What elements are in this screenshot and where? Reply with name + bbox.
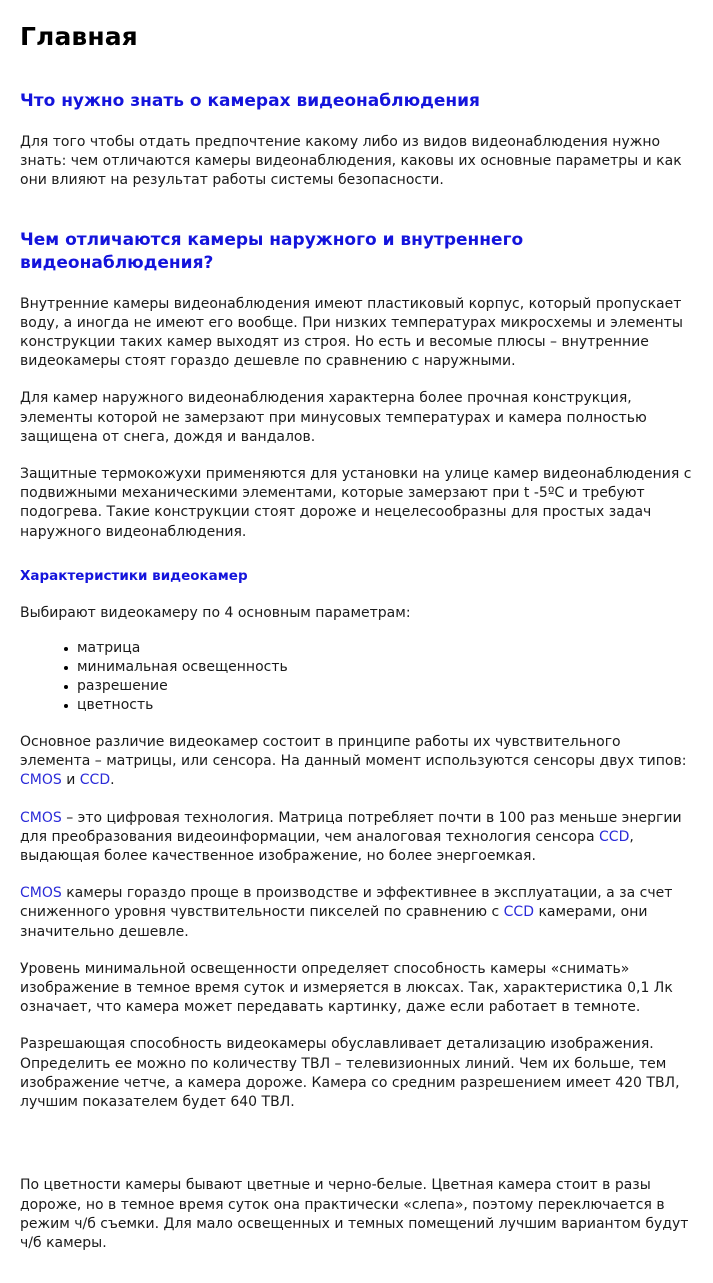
parameters-list (20, 639, 695, 715)
paragraph-four-parameters: Выбирают видеокамеру по 4 основным параметрам: (20, 604, 411, 621)
page-title: Главная (20, 22, 138, 51)
paragraph-thermal-housings: Защитные термокожухи применяются для установки на улице камер видеонаблюдения с подвижными механическими элементами, которые замерзают при t -5ºС и требуют подогрева. Такие конструкции стоят дороже и нецелесообразны для простых задач наружного видеонаблюдения. (20, 466, 692, 540)
sensor-text-part-1: Основное различие видеокамер состоит в принципе работы их чувствительного элемента – матрицы, или сенсора. На данный момент используются сенсоры двух типов: (20, 734, 687, 770)
paragraph-indoor-cameras: Внутренние камеры видеонаблюдения имеют пластиковый корпус, который пропускает воду, а иногда не имеют его вообще. При низких температурах микросхемы и элементы конструкции таких камер выходят из строя. Но есть и весомые плюсы – внутренние видеокамеры стоят гораздо дешевле по сравнению с наружными. (20, 295, 683, 370)
sensor-text-part-3: . (110, 772, 115, 789)
section-heading-outdoor-vs-indoor: Чем отличаются камеры наружного и внутреннего видеонаблюдения? (20, 229, 524, 273)
paragraph-cmos-technology (20, 809, 695, 867)
list-item: минимальная освещенность (64, 658, 695, 677)
paragraph-intro: Для того чтобы отдать предпочтение какому либо из видов видеонаблюдения нужно знать: чем отличаются камеры видеонаблюдения, каковы их основные параметры и как они влияют на результат работы системы безопасности. (20, 134, 682, 189)
list-item: разрешение (64, 677, 695, 696)
cmos-cheaper-text-part-1: камеры гораздо проще в производстве и эффективнее в эксплуатации, а за счет сниженного уровня чувствительности пикселей по сравнению с (20, 885, 673, 921)
cmos-cheaper-text-part-2: камерами, они значительно дешевле. (20, 904, 648, 940)
paragraph-resolution: Разрешающая способность видеокамеры обуславливает детализацию изображения. Определить ее можно по количеству ТВЛ – телевизионных линий. Чем их больше, тем изображение четче, а камера дороже. Камера со средним разрешением имеет 420 ТВЛ, лучшим показателем будет 640 ТВЛ. (20, 1036, 680, 1111)
link-cmos[interactable]: CMOS (20, 809, 62, 826)
paragraph-outdoor-cameras: Для камер наружного видеонаблюдения характерна более прочная конструкция, элементы которой не замерзают при минусовых температурах и камера полностью защищена от снега, дождя и вандалов. (20, 390, 647, 445)
paragraph-minimum-illumination: Уровень минимальной освещенности определяет способность камеры «снимать» изображение в темное время суток и измеряется в люксах. Так, характеристика 0,1 Лк означает, что камера может передавать картинку, даже если работает в темноте. (20, 960, 673, 1016)
paragraph-sensor-types (20, 733, 695, 791)
link-ccd[interactable]: CCD (79, 772, 111, 789)
link-ccd[interactable]: CCD (503, 904, 534, 921)
paragraph-cmos-cheaper (20, 884, 695, 942)
list-item: цветность (64, 696, 695, 715)
sensor-text-part-2: и (61, 772, 80, 789)
section-heading-what-to-know: Что нужно знать о камерах видеонаблюдения (20, 91, 480, 111)
page-bottom-spacer (20, 1253, 695, 1283)
cmos-text-part-2: , выдающая более качественное изображение, но более энергоемкая. (20, 828, 634, 865)
empty-content-block (20, 1112, 695, 1158)
cmos-text-part-1: – это цифровая технология. Матрица потребляет почти в 100 раз меньше энергии для преобразования видеоинформации, чем аналоговая технология сенсора (20, 809, 682, 845)
list-item: матрица (64, 639, 695, 658)
paragraph-color-vs-bw: По цветности камеры бывают цветные и черно-белые. Цветная камера стоит в разы дороже, но в темное время суток она практически «слепа», поэтому переключается в режим ч/б съемки. Для мало освещенных и темных помещений лучшим вариантом будут ч/б камеры. (20, 1177, 689, 1251)
link-ccd[interactable]: CCD (599, 828, 630, 845)
link-cmos[interactable]: CMOS (20, 772, 62, 789)
link-cmos[interactable]: CMOS (20, 885, 62, 902)
section-heading-characteristics: Характеристики видеокамер (20, 567, 248, 584)
